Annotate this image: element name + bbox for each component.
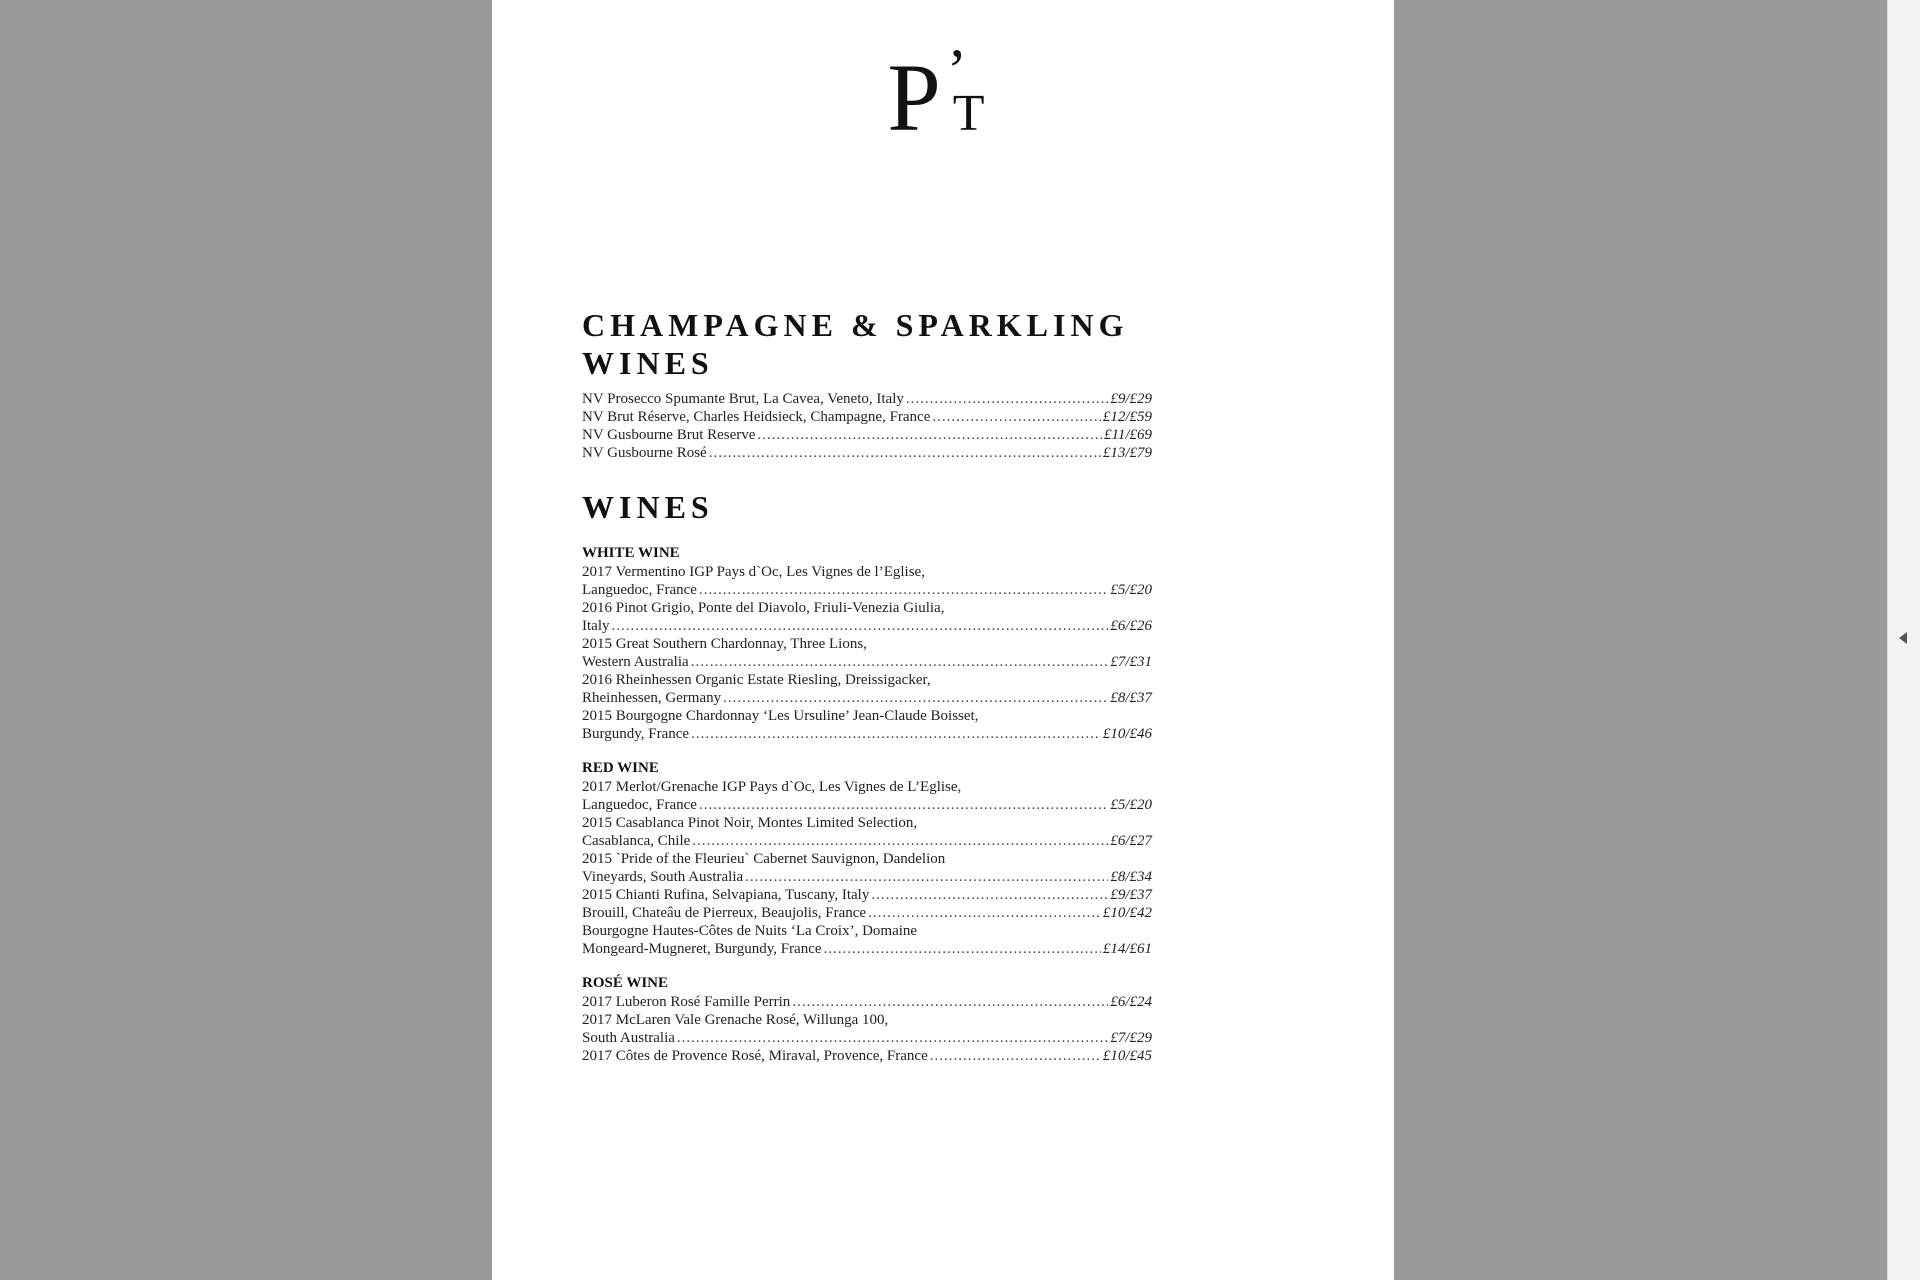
wine-item-price: £6/£26: [1110, 618, 1152, 634]
wine-item: [582, 814, 1152, 850]
wine-list: [582, 306, 1152, 1081]
restaurant-logo: [492, 37, 1394, 151]
wine-item-row: [582, 444, 1152, 462]
wine-item: [582, 1011, 1152, 1047]
wine-item: [582, 886, 1152, 904]
sparkling-title-line2: WINES: [582, 345, 714, 381]
wine-item-row: [582, 1047, 1152, 1065]
wine-item: [582, 444, 1152, 462]
wine-item-description: Casablanca, Chile: [582, 833, 691, 849]
dot-leader: [699, 581, 1108, 599]
wine-item-row: [582, 426, 1152, 444]
wine-item-row: [582, 904, 1152, 922]
wine-item: [582, 408, 1152, 426]
wine-item-row: [582, 408, 1152, 426]
wine-item-line1: 2017 Merlot/Grenache IGP Pays d`Oc, Les Vignes de L’Eglise,: [582, 779, 962, 795]
wine-item: [582, 426, 1152, 444]
wine-item: [582, 599, 1152, 635]
wine-item-description: South Australia: [582, 1030, 675, 1046]
wine-item-price: £8/£37: [1110, 690, 1152, 706]
wine-item-price: £11/£69: [1103, 427, 1152, 443]
wine-item-row: [582, 796, 1152, 814]
document-page: [492, 0, 1394, 1280]
dot-leader: [692, 832, 1108, 850]
wine-item: [582, 635, 1152, 671]
dot-leader: [677, 1029, 1108, 1047]
wine-item: [582, 563, 1152, 599]
wine-item-row: [582, 653, 1152, 671]
dot-leader: [723, 689, 1108, 707]
sidebar-collapse-strip: [1887, 0, 1920, 1280]
wine-item-description: Languedoc, France: [582, 797, 697, 813]
wine-item-description: Languedoc, France: [582, 582, 697, 598]
sparkling-section: [582, 306, 1152, 462]
wine-item-description: NV Gusbourne Brut Reserve: [582, 427, 756, 443]
wine-item-price: £14/£61: [1102, 941, 1152, 957]
white-wine-items: [582, 563, 1152, 743]
dot-leader: [691, 653, 1109, 671]
logo-t: T: [952, 85, 985, 142]
wine-item-price: £5/£20: [1110, 797, 1152, 813]
red-wine-items: [582, 778, 1152, 958]
sparkling-items: [582, 390, 1152, 462]
red-wine-group: [582, 759, 1152, 958]
dot-leader: [868, 904, 1101, 922]
wine-item-row: [582, 993, 1152, 1011]
wine-item-description: Western Australia: [582, 654, 689, 670]
wine-item-line1: 2015 `Pride of the Fleurieu` Cabernet Sauvignon, Dandelion: [582, 851, 946, 867]
wine-item: [582, 922, 1152, 958]
dot-leader: [709, 444, 1101, 462]
wine-item-line1: 2017 McLaren Vale Grenache Rosé, Willunga 100,: [582, 1012, 889, 1028]
wine-item-row: [582, 725, 1152, 743]
wine-item-line1: 2015 Great Southern Chardonnay, Three Lions,: [582, 636, 867, 652]
sparkling-title-line1: CHAMPAGNE & SPARKLING: [582, 307, 1129, 343]
wine-item-description: NV Gusbourne Rosé: [582, 445, 707, 461]
wine-item-price: £10/£42: [1102, 905, 1152, 921]
wine-item-price: £6/£27: [1110, 833, 1152, 849]
wine-item-price: £10/£46: [1102, 726, 1152, 742]
wine-item: [582, 671, 1152, 707]
wine-item-line1: 2017 Vermentino IGP Pays d`Oc, Les Vignes de l’Eglise,: [582, 564, 925, 580]
wine-item-line1: 2016 Rheinhessen Organic Estate Riesling, Dreissigacker,: [582, 672, 931, 688]
wine-item-row: [582, 617, 1152, 635]
wine-item-line1: 2016 Pinot Grigio, Ponte del Diavolo, Friuli-Venezia Giulia,: [582, 600, 945, 616]
logo-p: P: [887, 44, 941, 151]
wine-item-description: 2015 Chianti Rufina, Selvapiana, Tuscany, Italy: [582, 887, 870, 903]
wine-item-row: [582, 689, 1152, 707]
wine-item-price: £7/£31: [1110, 654, 1152, 670]
wine-item: [582, 904, 1152, 922]
logo-apostrophe: ’: [946, 37, 967, 103]
wine-item: [582, 993, 1152, 1011]
wine-item-description: Italy: [582, 618, 610, 634]
dot-leader: [792, 993, 1108, 1011]
wine-item-description: NV Prosecco Spumante Brut, La Cavea, Veneto, Italy: [582, 391, 904, 407]
sparkling-title: [582, 306, 1152, 382]
wine-item-row: [582, 1029, 1152, 1047]
rose-wine-title: ROSÉ WINE: [582, 975, 669, 991]
rose-wine-items: [582, 993, 1152, 1065]
white-wine-title: WHITE WINE: [582, 545, 680, 561]
dot-leader: [699, 796, 1108, 814]
dot-leader: [745, 868, 1108, 886]
wine-item-description: Burgundy, France: [582, 726, 690, 742]
wine-item-price: £8/£34: [1110, 869, 1152, 885]
wine-item: [582, 707, 1152, 743]
wine-item-line1: 2015 Bourgogne Chardonnay ‘Les Ursuline’ Jean-Claude Boisset,: [582, 708, 979, 724]
dot-leader: [932, 408, 1100, 426]
wine-item-price: £5/£20: [1110, 582, 1152, 598]
wine-item-row: [582, 868, 1152, 886]
wine-item: [582, 1047, 1152, 1065]
wine-item-description: NV Brut Réserve, Charles Heidsieck, Champagne, France: [582, 409, 931, 425]
wines-title: WINES: [582, 489, 714, 525]
wine-item-row: [582, 940, 1152, 958]
wine-item-line1: 2015 Casablanca Pinot Noir, Montes Limited Selection,: [582, 815, 918, 831]
wine-item-row: [582, 832, 1152, 850]
dot-leader: [930, 1047, 1101, 1065]
wine-item-description: Vineyards, South Australia: [582, 869, 744, 885]
dot-leader: [691, 725, 1101, 743]
rose-wine-group: [582, 974, 1152, 1065]
dot-leader: [612, 617, 1109, 635]
wine-item-description: Brouill, Chateâu de Pierreux, Beaujolis, France: [582, 905, 867, 921]
dot-leader: [757, 426, 1101, 444]
wine-item-description: Rheinhessen, Germany: [582, 690, 722, 706]
wine-item-price: £9/£29: [1110, 391, 1152, 407]
wine-item-description: Mongeard-Mugneret, Burgundy, France: [582, 941, 822, 957]
wine-item-price: £6/£24: [1110, 994, 1152, 1010]
wine-item-description: 2017 Luberon Rosé Famille Perrin: [582, 994, 791, 1010]
wine-item-row: [582, 581, 1152, 599]
chevron-left-icon[interactable]: [1899, 632, 1907, 644]
wine-item: [582, 778, 1152, 814]
wine-item-price: £7/£29: [1110, 1030, 1152, 1046]
dot-leader: [906, 390, 1108, 408]
white-wine-group: [582, 544, 1152, 743]
wine-item-line1: Bourgogne Hautes-Côtes de Nuits ‘La Croix’, Domaine: [582, 923, 918, 939]
wine-item-row: [582, 886, 1152, 904]
wine-item-price: £9/£37: [1110, 887, 1152, 903]
wine-item-description: 2017 Côtes de Provence Rosé, Miraval, Provence, France: [582, 1048, 928, 1064]
wine-item-price: £10/£45: [1102, 1048, 1152, 1064]
wine-item-price: £12/£59: [1102, 409, 1152, 425]
red-wine-title: RED WINE: [582, 760, 659, 776]
dot-leader: [871, 886, 1108, 904]
wine-item-row: [582, 390, 1152, 408]
wine-item: [582, 850, 1152, 886]
wine-item: [582, 390, 1152, 408]
wine-item-price: £13/£79: [1102, 445, 1152, 461]
dot-leader: [824, 940, 1101, 958]
